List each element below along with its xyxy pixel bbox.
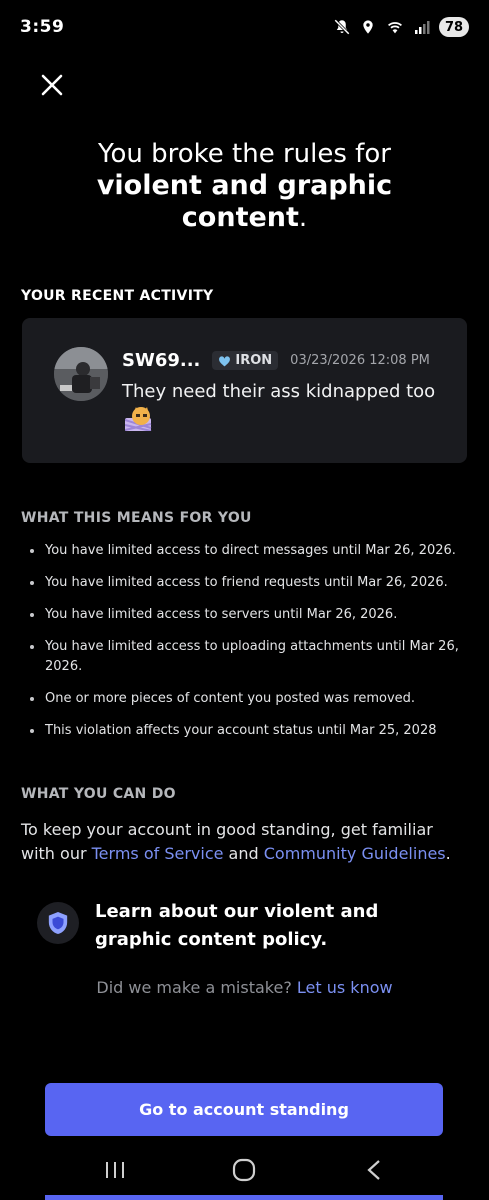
guidance-text-start: To keep your account in good standing, get familiar with our (21, 820, 433, 863)
mistake-prompt (0, 978, 489, 997)
mute-icon (333, 18, 351, 36)
heart-icon (218, 355, 231, 367)
recent-activity-heading: YOUR RECENT ACTIVITY (21, 288, 214, 304)
recents-button[interactable] (85, 1150, 145, 1190)
message-text: They need their ass kidnapped too (122, 381, 436, 402)
policy-link-row[interactable] (37, 898, 457, 954)
message-header (122, 350, 430, 371)
policy-link-text: Learn about our violent and graphic content policy. (95, 901, 379, 950)
guidance-text (21, 818, 471, 866)
close-icon (41, 74, 63, 96)
avatar (54, 347, 108, 401)
title-line-3: content (181, 202, 299, 233)
back-button[interactable] (344, 1150, 404, 1190)
status-icons (333, 17, 469, 37)
terms-of-service-link[interactable]: Terms of Service (91, 844, 224, 863)
title-period: . (298, 203, 308, 233)
what-you-can-do-heading: WHAT YOU CAN DO (21, 786, 176, 802)
wifi-icon (385, 19, 405, 35)
status-time: 3:59 (20, 17, 65, 37)
mistake-text: Did we make a mistake? (96, 978, 297, 997)
list-item: You have limited access to uploading attachments until Mar 26, 2026. (30, 637, 475, 677)
consequence-list (30, 541, 475, 753)
recent-activity-card (22, 318, 467, 463)
close-button[interactable] (37, 70, 67, 100)
location-icon (360, 18, 376, 36)
guild-tag (212, 351, 278, 370)
community-guidelines-link[interactable]: Community Guidelines (263, 844, 446, 863)
signal-icon (414, 19, 430, 35)
guidance-text-end: . (445, 844, 451, 863)
message-content (122, 378, 442, 435)
username: SW69... (122, 350, 201, 371)
list-item: You have limited access to direct messages until Mar 26, 2026. (30, 541, 475, 561)
system-nav-bar (0, 1145, 489, 1195)
what-this-means-heading: WHAT THIS MEANS FOR YOU (21, 510, 252, 526)
bottom-accent-strip (45, 1195, 443, 1200)
battery-indicator: 78 (439, 17, 469, 37)
list-item: One or more pieces of content you posted was removed. (30, 689, 475, 709)
list-item: This violation affects your account status until Mar 25, 2028 (30, 721, 475, 741)
status-bar (0, 0, 489, 54)
page-title (0, 138, 489, 234)
home-icon (232, 1158, 256, 1182)
list-item: You have limited access to friend requests until Mar 26, 2026. (30, 573, 475, 593)
back-icon (366, 1159, 382, 1181)
guild-tag-label: IRON (235, 353, 273, 368)
recents-icon (104, 1160, 126, 1180)
let-us-know-link[interactable]: Let us know (296, 978, 393, 997)
title-line-2: violent and graphic (96, 170, 393, 201)
home-button[interactable] (214, 1150, 274, 1190)
title-line-1: You broke the rules for (98, 139, 391, 169)
emoji-icon (125, 406, 152, 431)
shield-icon (37, 902, 79, 944)
guidance-text-middle: and (223, 844, 264, 863)
go-to-account-standing-button[interactable]: Go to account standing (45, 1083, 443, 1136)
list-item: You have limited access to servers until Mar 26, 2026. (30, 605, 475, 625)
message-timestamp: 03/23/2026 12:08 PM (290, 353, 430, 368)
